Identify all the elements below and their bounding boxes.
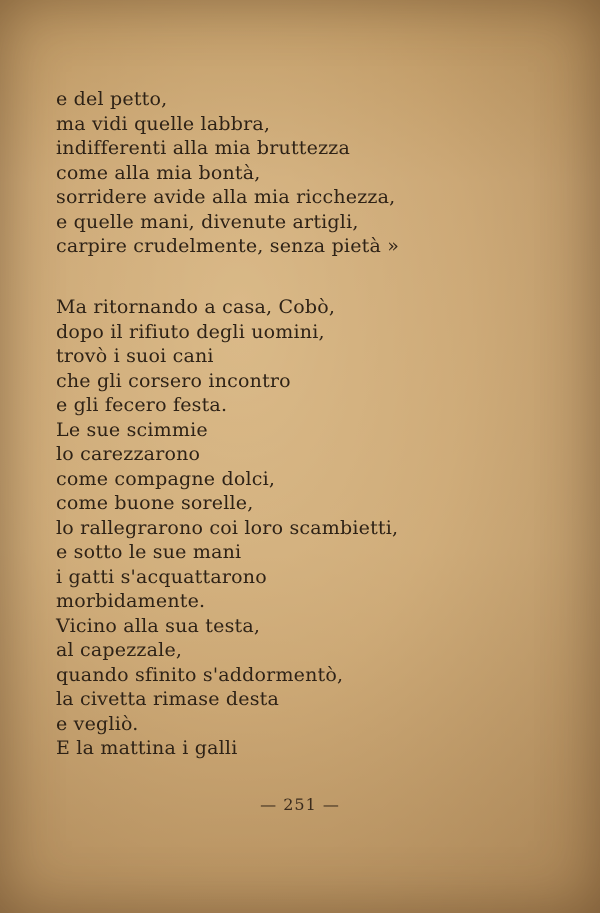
verse-line: e del petto, (56, 88, 168, 110)
verse-line: sorridere avide alla mia ricchezza, (56, 186, 396, 208)
verse-line: morbidamente. (56, 590, 206, 612)
verse-line: e vegliò. (56, 712, 139, 735)
verse-line: carpire crudelmente, senza pietà » (56, 235, 400, 257)
verse-line: dopo il rifiuto degli uomini, (56, 320, 325, 343)
verse-line: e quelle mani, divenute artigli, (56, 210, 359, 233)
verse-line: come alla mia bontà, (56, 161, 261, 184)
verse-line: quando sfinito s'addormentò, (56, 663, 344, 686)
verse-line: come compagne dolci, (56, 467, 276, 490)
verse-line: e gli fecero festa. (56, 394, 228, 416)
page-number: — 251 — (260, 795, 340, 814)
verse-line: Ma ritornando a casa, Cobò, (56, 296, 336, 318)
verse-line: E la mattina i galli (56, 737, 238, 759)
verse-line: ma vidi quelle labbra, (56, 112, 271, 135)
verse-line: al capezzale, (56, 639, 183, 661)
verse-line: trovò i suoi cani (56, 345, 214, 367)
verse-line: indifferenti alla mia bruttezza (56, 137, 351, 159)
verse-line: e sotto le sue mani (56, 541, 242, 563)
stanza-1 (56, 87, 399, 259)
stanza-2 (56, 295, 398, 761)
verse-line: lo rallegrarono coi loro scambietti, (56, 516, 399, 539)
verse-line: i gatti s'acquattarono (56, 565, 267, 588)
verse-line: Vicino alla sua testa, (56, 614, 261, 637)
verse-line: come buone sorelle, (56, 492, 254, 514)
verse-line: Le sue scimmie (56, 418, 208, 441)
verse-line: lo carezzarono (56, 443, 201, 465)
verse-line: che gli corsero incontro (56, 369, 291, 392)
verse-line: la civetta rimase desta (56, 688, 280, 710)
